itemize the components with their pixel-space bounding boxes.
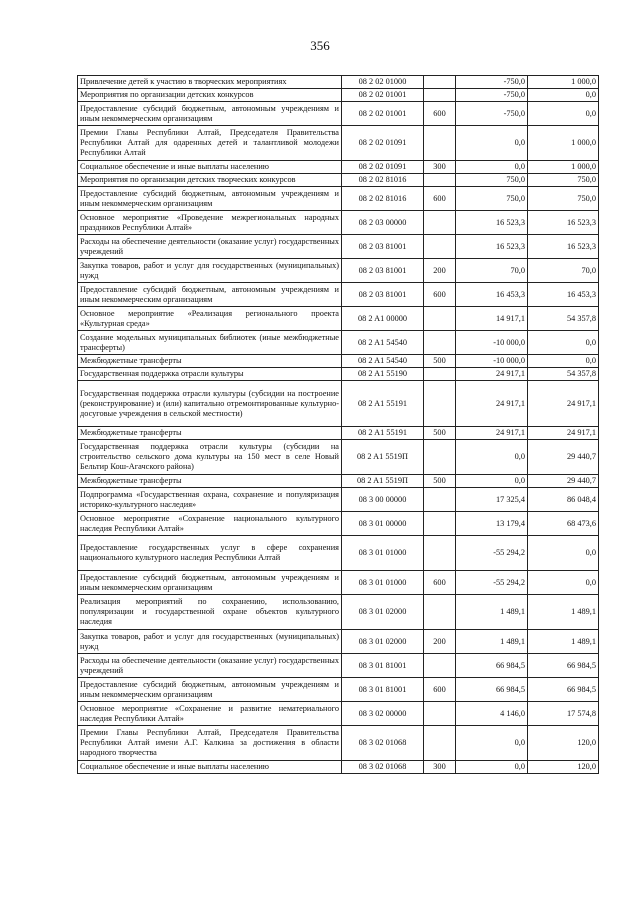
table-row (78, 475, 599, 488)
expense-type-cell (424, 512, 456, 536)
target-code-cell: 08 2 02 81016 (342, 187, 424, 211)
target-code-cell: 08 3 02 00000 (342, 702, 424, 726)
expense-type-cell (424, 595, 456, 630)
expense-type-cell: 300 (424, 161, 456, 174)
target-code-cell: 08 2 A1 00000 (342, 307, 424, 331)
target-code-cell: 08 2 A1 5519П (342, 475, 424, 488)
amount-change-cell: -10 000,0 (456, 355, 528, 368)
amount-change-cell: 24 917,1 (456, 381, 528, 427)
budget-table-body (78, 76, 599, 774)
target-code-cell: 08 2 02 01000 (342, 76, 424, 89)
target-code-cell: 08 2 03 81001 (342, 283, 424, 307)
target-code-cell: 08 3 01 01000 (342, 571, 424, 595)
amount-total-cell: 86 048,4 (528, 488, 599, 512)
amount-change-cell: 16 523,3 (456, 211, 528, 235)
expense-name-cell: Межбюджетные трансферты (78, 355, 342, 368)
table-row (78, 187, 599, 211)
table-row (78, 259, 599, 283)
expense-type-cell (424, 368, 456, 381)
expense-name-cell: Создание модельных муниципальных библиотек (иные межбюджетные трансферты) (78, 331, 342, 355)
table-row (78, 331, 599, 355)
target-code-cell: 08 2 02 01091 (342, 161, 424, 174)
expense-type-cell: 600 (424, 283, 456, 307)
table-row (78, 654, 599, 678)
table-row (78, 283, 599, 307)
expense-type-cell: 200 (424, 259, 456, 283)
expense-type-cell (424, 331, 456, 355)
amount-total-cell: 0,0 (528, 536, 599, 571)
expense-name-cell: Мероприятия по организации детских конкурсов (78, 89, 342, 102)
amount-change-cell: 0,0 (456, 126, 528, 161)
expense-type-cell (424, 702, 456, 726)
expense-type-cell: 300 (424, 761, 456, 774)
target-code-cell: 08 2 A1 55191 (342, 381, 424, 427)
expense-type-cell: 600 (424, 678, 456, 702)
expense-name-cell: Расходы на обеспечение деятельности (оказание услуг) государственных учреждений (78, 654, 342, 678)
amount-change-cell: 0,0 (456, 440, 528, 475)
expense-type-cell (424, 174, 456, 187)
target-code-cell: 08 2 03 81001 (342, 259, 424, 283)
expense-name-cell: Расходы на обеспечение деятельности (оказание услуг) государственных учреждений (78, 235, 342, 259)
expense-type-cell (424, 488, 456, 512)
amount-total-cell: 0,0 (528, 331, 599, 355)
expense-name-cell: Межбюджетные трансферты (78, 475, 342, 488)
expense-type-cell (424, 307, 456, 331)
table-row (78, 126, 599, 161)
amount-total-cell: 54 357,8 (528, 368, 599, 381)
amount-total-cell: 1 489,1 (528, 630, 599, 654)
amount-change-cell: 0,0 (456, 161, 528, 174)
amount-total-cell: 1 489,1 (528, 595, 599, 630)
expense-type-cell: 500 (424, 475, 456, 488)
expense-name-cell: Премии Главы Республики Алтай, Председателя Правительства Республики Алтай имени А.Г. Калкина за достижения в области народного творчества (78, 726, 342, 761)
table-row (78, 488, 599, 512)
amount-change-cell: -10 000,0 (456, 331, 528, 355)
table-row (78, 211, 599, 235)
expense-name-cell: Привлечение детей к участию в творческих мероприятиях (78, 76, 342, 89)
expense-name-cell: Закупка товаров, работ и услуг для государственных (муниципальных) нужд (78, 630, 342, 654)
amount-change-cell: 24 917,1 (456, 368, 528, 381)
expense-name-cell: Подпрограмма «Государственная охрана, сохранение и популяризация историко-культурного наследия» (78, 488, 342, 512)
expense-name-cell: Основное мероприятие «Сохранение национального культурного наследия Республики Алтай» (78, 512, 342, 536)
amount-total-cell: 750,0 (528, 174, 599, 187)
amount-total-cell: 24 917,1 (528, 381, 599, 427)
amount-total-cell: 29 440,7 (528, 440, 599, 475)
expense-name-cell: Закупка товаров, работ и услуг для государственных (муниципальных) нужд (78, 259, 342, 283)
amount-change-cell: 16 523,3 (456, 235, 528, 259)
amount-total-cell: 68 473,6 (528, 512, 599, 536)
table-row (78, 571, 599, 595)
expense-type-cell (424, 654, 456, 678)
expense-type-cell (424, 235, 456, 259)
expense-name-cell: Социальное обеспечение и иные выплаты населению (78, 761, 342, 774)
target-code-cell: 08 3 01 01000 (342, 536, 424, 571)
amount-total-cell: 66 984,5 (528, 678, 599, 702)
expense-type-cell (424, 440, 456, 475)
expense-name-cell: Основное мероприятие «Сохранение и развитие нематериального наследия Республики Алтай» (78, 702, 342, 726)
target-code-cell: 08 2 02 01001 (342, 89, 424, 102)
amount-total-cell: 29 440,7 (528, 475, 599, 488)
amount-total-cell: 0,0 (528, 102, 599, 126)
amount-total-cell: 1 000,0 (528, 76, 599, 89)
amount-total-cell: 17 574,8 (528, 702, 599, 726)
amount-total-cell: 0,0 (528, 571, 599, 595)
target-code-cell: 08 2 A1 54540 (342, 331, 424, 355)
amount-total-cell: 54 357,8 (528, 307, 599, 331)
amount-change-cell: 70,0 (456, 259, 528, 283)
expense-name-cell: Социальное обеспечение и иные выплаты населению (78, 161, 342, 174)
expense-name-cell: Премии Главы Республики Алтай, Председателя Правительства Республики Алтай для одаренных детей и талантливой молодежи Республики Алтай (78, 126, 342, 161)
target-code-cell: 08 3 01 81001 (342, 678, 424, 702)
table-row (78, 235, 599, 259)
expense-name-cell: Предоставление субсидий бюджетным, автономным учреждениям и иным некоммерческим организациям (78, 102, 342, 126)
amount-change-cell: 16 453,3 (456, 283, 528, 307)
expense-type-cell: 200 (424, 630, 456, 654)
expense-type-cell (424, 381, 456, 427)
target-code-cell: 08 2 03 81001 (342, 235, 424, 259)
expense-name-cell: Предоставление субсидий бюджетным, автономным учреждениям и иным некоммерческим организациям (78, 571, 342, 595)
target-code-cell: 08 2 A1 54540 (342, 355, 424, 368)
amount-change-cell: 24 917,1 (456, 427, 528, 440)
table-row (78, 440, 599, 475)
expense-name-cell: Мероприятия по организации детских творческих конкурсов (78, 174, 342, 187)
amount-total-cell: 0,0 (528, 89, 599, 102)
expense-name-cell: Реализация мероприятий по сохранению, использованию, популяризации и государственной охране объектов культурного наследия (78, 595, 342, 630)
expense-name-cell: Основное мероприятие «Проведение межрегиональных народных праздников Республики Алтай» (78, 211, 342, 235)
table-row (78, 726, 599, 761)
target-code-cell: 08 2 02 81016 (342, 174, 424, 187)
amount-total-cell: 0,0 (528, 355, 599, 368)
target-code-cell: 08 3 00 00000 (342, 488, 424, 512)
expense-name-cell: Предоставление субсидий бюджетным, автономным учреждениям и иным некоммерческим организациям (78, 678, 342, 702)
table-row (78, 702, 599, 726)
amount-change-cell: -55 294,2 (456, 536, 528, 571)
amount-change-cell: 750,0 (456, 187, 528, 211)
amount-total-cell: 70,0 (528, 259, 599, 283)
expense-type-cell: 600 (424, 571, 456, 595)
amount-total-cell: 24 917,1 (528, 427, 599, 440)
target-code-cell: 08 2 A1 5519П (342, 440, 424, 475)
amount-change-cell: -750,0 (456, 76, 528, 89)
target-code-cell: 08 2 03 00000 (342, 211, 424, 235)
expense-name-cell: Государственная поддержка отрасли культуры (субсидии на строительство сельского дома культуры на 150 мест в селе Новый Бельтир Кош-Агачского района) (78, 440, 342, 475)
target-code-cell: 08 2 A1 55191 (342, 427, 424, 440)
expense-type-cell (424, 89, 456, 102)
amount-change-cell: 750,0 (456, 174, 528, 187)
expense-type-cell: 500 (424, 427, 456, 440)
target-code-cell: 08 2 A1 55190 (342, 368, 424, 381)
amount-change-cell: 0,0 (456, 726, 528, 761)
amount-change-cell: -55 294,2 (456, 571, 528, 595)
target-code-cell: 08 3 02 01068 (342, 761, 424, 774)
table-row (78, 381, 599, 427)
amount-total-cell: 16 453,3 (528, 283, 599, 307)
amount-change-cell: -750,0 (456, 89, 528, 102)
amount-total-cell: 120,0 (528, 726, 599, 761)
expense-name-cell: Государственная поддержка отрасли культуры (субсидии на построение (реконструирование) и (или) капитально отремонтированные культурно-досуговые учреждения в сельской местности) (78, 381, 342, 427)
target-code-cell: 08 3 01 00000 (342, 512, 424, 536)
expense-type-cell (424, 126, 456, 161)
amount-total-cell: 66 984,5 (528, 654, 599, 678)
amount-total-cell: 1 000,0 (528, 161, 599, 174)
table-row (78, 76, 599, 89)
expense-name-cell: Предоставление субсидий бюджетным, автономным учреждениям и иным некоммерческим организациям (78, 187, 342, 211)
expense-type-cell (424, 536, 456, 571)
expense-type-cell (424, 726, 456, 761)
amount-change-cell: 0,0 (456, 761, 528, 774)
amount-change-cell: 4 146,0 (456, 702, 528, 726)
amount-total-cell: 750,0 (528, 187, 599, 211)
expense-name-cell: Межбюджетные трансферты (78, 427, 342, 440)
table-row (78, 368, 599, 381)
amount-change-cell: 14 917,1 (456, 307, 528, 331)
amount-change-cell: 0,0 (456, 475, 528, 488)
target-code-cell: 08 2 02 01091 (342, 126, 424, 161)
table-row (78, 161, 599, 174)
table-row (78, 678, 599, 702)
amount-total-cell: 16 523,3 (528, 235, 599, 259)
expense-type-cell (424, 76, 456, 89)
page-number: 356 (310, 38, 330, 53)
target-code-cell: 08 3 01 02000 (342, 595, 424, 630)
amount-total-cell: 16 523,3 (528, 211, 599, 235)
expense-name-cell: Предоставление субсидий бюджетным, автономным учреждениям и иным некоммерческим организациям (78, 283, 342, 307)
expense-type-cell (424, 211, 456, 235)
table-row (78, 427, 599, 440)
target-code-cell: 08 3 01 02000 (342, 630, 424, 654)
table-row (78, 761, 599, 774)
table-row (78, 89, 599, 102)
amount-change-cell: 66 984,5 (456, 654, 528, 678)
target-code-cell: 08 3 01 81001 (342, 654, 424, 678)
expense-name-cell: Предоставление государственных услуг в сфере сохранения национального культурного наследия Республики Алтай (78, 536, 342, 571)
table-row (78, 630, 599, 654)
amount-change-cell: 66 984,5 (456, 678, 528, 702)
table-row (78, 174, 599, 187)
expense-type-cell: 600 (424, 187, 456, 211)
target-code-cell: 08 2 02 01001 (342, 102, 424, 126)
amount-change-cell: 1 489,1 (456, 630, 528, 654)
expense-type-cell: 500 (424, 355, 456, 368)
table-row (78, 536, 599, 571)
expense-name-cell: Основное мероприятие «Реализация регионального проекта «Культурная среда» (78, 307, 342, 331)
amount-change-cell: 1 489,1 (456, 595, 528, 630)
table-row (78, 102, 599, 126)
table-row (78, 307, 599, 331)
amount-total-cell: 120,0 (528, 761, 599, 774)
expense-type-cell: 600 (424, 102, 456, 126)
budget-table (77, 75, 599, 774)
table-row (78, 512, 599, 536)
expense-name-cell: Государственная поддержка отрасли культуры (78, 368, 342, 381)
amount-change-cell: -750,0 (456, 102, 528, 126)
amount-change-cell: 13 179,4 (456, 512, 528, 536)
table-row (78, 595, 599, 630)
amount-change-cell: 17 325,4 (456, 488, 528, 512)
amount-total-cell: 1 000,0 (528, 126, 599, 161)
table-row (78, 355, 599, 368)
target-code-cell: 08 3 02 01068 (342, 726, 424, 761)
